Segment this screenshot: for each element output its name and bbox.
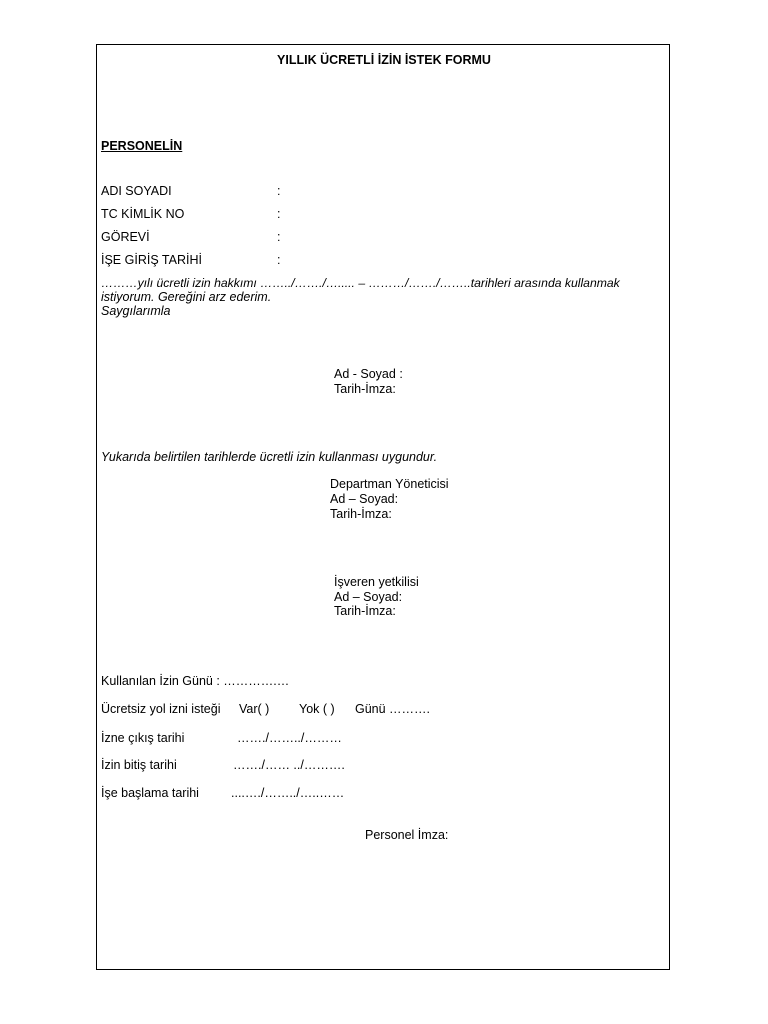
employer-date-sign-label: Tarih-İmza:: [334, 604, 396, 618]
used-days: Kullanılan İzin Günü : ………….…: [101, 674, 290, 688]
departure-label: İzne çıkış tarihi: [101, 731, 185, 745]
unpaid-yes: Var( ): [239, 702, 270, 716]
form-title: YILLIK ÜCRETLİ İZİN İSTEK FORMU: [277, 53, 491, 67]
return-label: İşe başlama tarihi: [101, 786, 199, 800]
unpaid-no: Yok ( ): [299, 702, 335, 716]
request-line-1: ………yılı ücretli izin hakkımı ……../……./…..... – ………/……./……..tarihleri arasında kullanmak: [101, 276, 620, 290]
field-label-start-date: İŞE GİRİŞ TARİHİ: [101, 253, 202, 267]
field-colon: :: [277, 230, 281, 244]
employer-role: İşveren yetkilisi: [334, 575, 419, 589]
employee-date-sign-label: Tarih-İmza:: [334, 382, 396, 396]
staff-signature-label: Personel İmza:: [365, 828, 449, 842]
field-label-name: ADI SOYADI: [101, 184, 172, 198]
section-heading: PERSONELİN: [101, 139, 183, 153]
field-colon: :: [277, 184, 281, 198]
manager-name-label: Ad – Soyad:: [330, 492, 399, 506]
field-label-tc-id: TC KİMLİK NO: [101, 207, 185, 221]
departure-value: ……./……../………: [237, 731, 342, 745]
end-value: ……./…… ../……….: [233, 758, 345, 772]
request-line-3: Saygılarımla: [101, 304, 171, 318]
manager-date-sign-label: Tarih-İmza:: [330, 507, 392, 521]
employee-name-label: Ad - Soyad :: [334, 367, 403, 381]
field-colon: :: [277, 207, 281, 221]
unpaid-leave-label: Ücretsiz yol izni isteği: [101, 702, 221, 716]
return-value: ....…./……../…..……: [231, 786, 345, 800]
request-line-2: istiyorum. Gereğini arz ederim.: [101, 290, 272, 304]
approval-text: Yukarıda belirtilen tarihlerde ücretli izin kullanması uygundur.: [101, 450, 438, 464]
field-colon: :: [277, 253, 281, 267]
unpaid-days: Günü ……….: [355, 702, 431, 716]
manager-role: Departman Yöneticisi: [330, 477, 449, 491]
end-label: İzin bitiş tarihi: [101, 758, 177, 772]
field-label-position: GÖREVİ: [101, 230, 150, 244]
employer-name-label: Ad – Soyad:: [334, 590, 403, 604]
